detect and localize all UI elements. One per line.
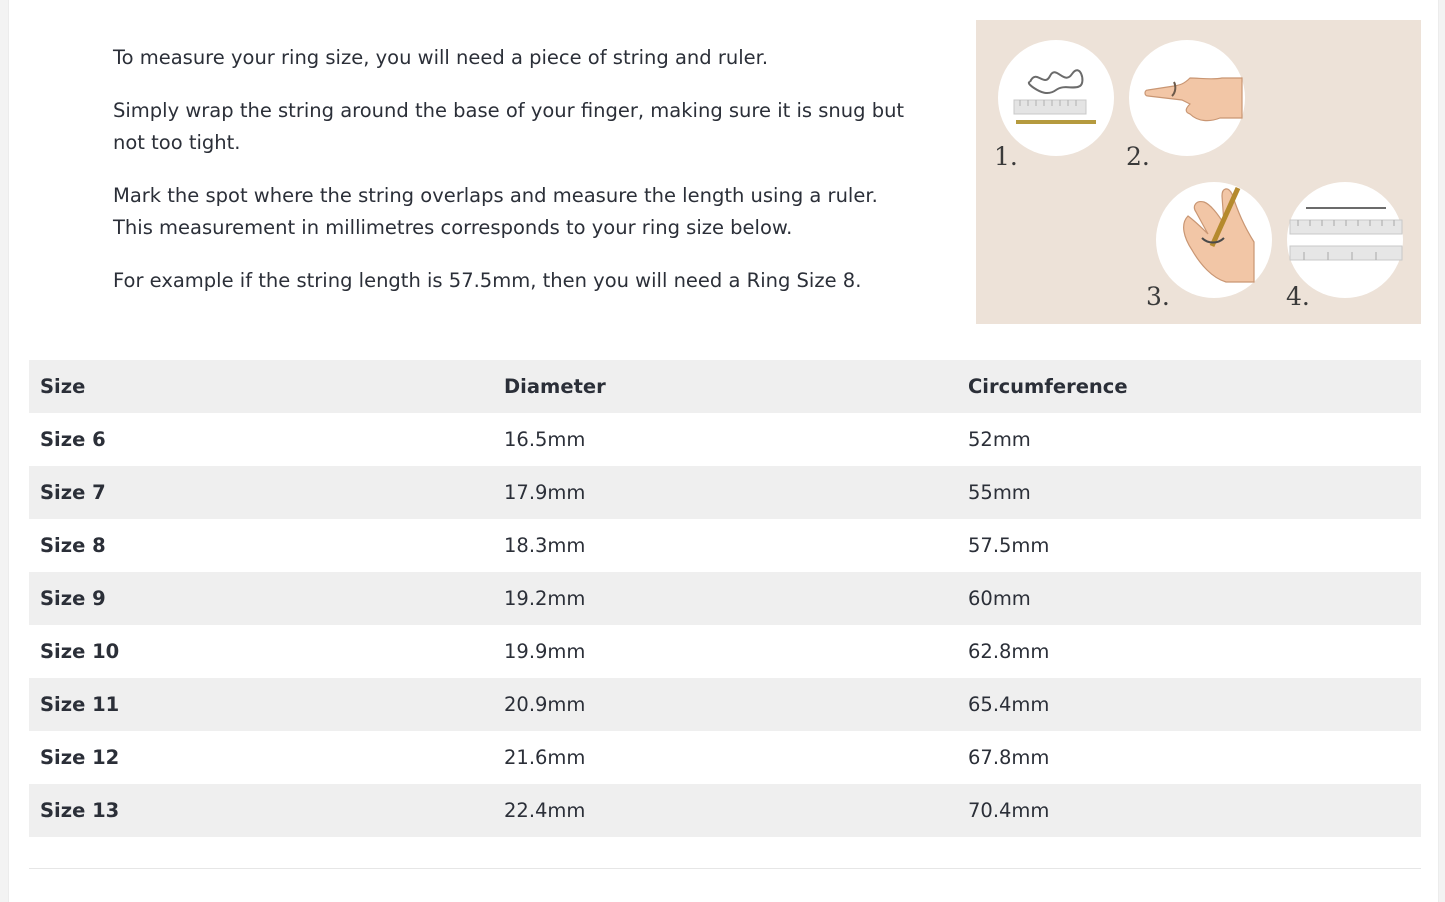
size-cell: Size 10 bbox=[40, 640, 120, 663]
ring-size-table bbox=[29, 360, 1421, 837]
table-row bbox=[29, 784, 1421, 837]
table-row bbox=[29, 519, 1421, 572]
table-row bbox=[29, 413, 1421, 466]
circumference-cell: 67.8mm bbox=[968, 746, 1050, 769]
step-number: 3. bbox=[1146, 282, 1170, 311]
column-header-diameter: Diameter bbox=[504, 375, 606, 398]
diameter-cell: 20.9mm bbox=[504, 693, 586, 716]
table-row bbox=[29, 625, 1421, 678]
instruction-paragraph: For example if the string length is 57.5mm, then you will need a Ring Size 8. bbox=[113, 269, 862, 292]
table-header-row bbox=[29, 360, 1421, 413]
instruction-paragraph: Simply wrap the string around the base of your finger, making sure it is snug but not too tight. bbox=[113, 99, 905, 154]
table-row bbox=[29, 678, 1421, 731]
diameter-cell: 19.9mm bbox=[504, 640, 586, 663]
divider bbox=[29, 868, 1421, 869]
circumference-cell: 57.5mm bbox=[968, 534, 1050, 557]
instruction-paragraph: To measure your ring size, you will need a piece of string and ruler. bbox=[113, 46, 769, 69]
step-number: 1. bbox=[994, 142, 1018, 171]
step-number: 2. bbox=[1126, 142, 1150, 171]
instruction-paragraph: Mark the spot where the string overlaps and measure the length using a ruler. This measurement in millimetres corresponds to your ring size below. bbox=[113, 184, 878, 239]
diameter-cell: 18.3mm bbox=[504, 534, 586, 557]
diameter-cell: 19.2mm bbox=[504, 587, 586, 610]
measuring-steps-graphic bbox=[976, 20, 1421, 324]
diameter-cell: 21.6mm bbox=[504, 746, 586, 769]
diameter-cell: 17.9mm bbox=[504, 481, 586, 504]
measuring-illustration bbox=[976, 20, 1421, 324]
circumference-cell: 52mm bbox=[968, 428, 1031, 451]
column-header-size: Size bbox=[40, 375, 86, 398]
step-number: 4. bbox=[1286, 282, 1310, 311]
column-header-circumference: Circumference bbox=[968, 375, 1128, 398]
table-row bbox=[29, 572, 1421, 625]
diameter-cell: 22.4mm bbox=[504, 799, 586, 822]
size-cell: Size 11 bbox=[40, 693, 120, 716]
diameter-cell: 16.5mm bbox=[504, 428, 586, 451]
size-cell: Size 13 bbox=[40, 799, 120, 822]
table-row bbox=[29, 466, 1421, 519]
size-cell: Size 8 bbox=[40, 534, 106, 557]
circumference-cell: 70.4mm bbox=[968, 799, 1050, 822]
table-row bbox=[29, 731, 1421, 784]
size-cell: Size 6 bbox=[40, 428, 106, 451]
size-cell: Size 12 bbox=[40, 746, 120, 769]
circumference-cell: 65.4mm bbox=[968, 693, 1050, 716]
instructions bbox=[113, 42, 913, 318]
circumference-cell: 55mm bbox=[968, 481, 1031, 504]
size-cell: Size 7 bbox=[40, 481, 106, 504]
circumference-cell: 62.8mm bbox=[968, 640, 1050, 663]
size-cell: Size 9 bbox=[40, 587, 106, 610]
circumference-cell: 60mm bbox=[968, 587, 1031, 610]
